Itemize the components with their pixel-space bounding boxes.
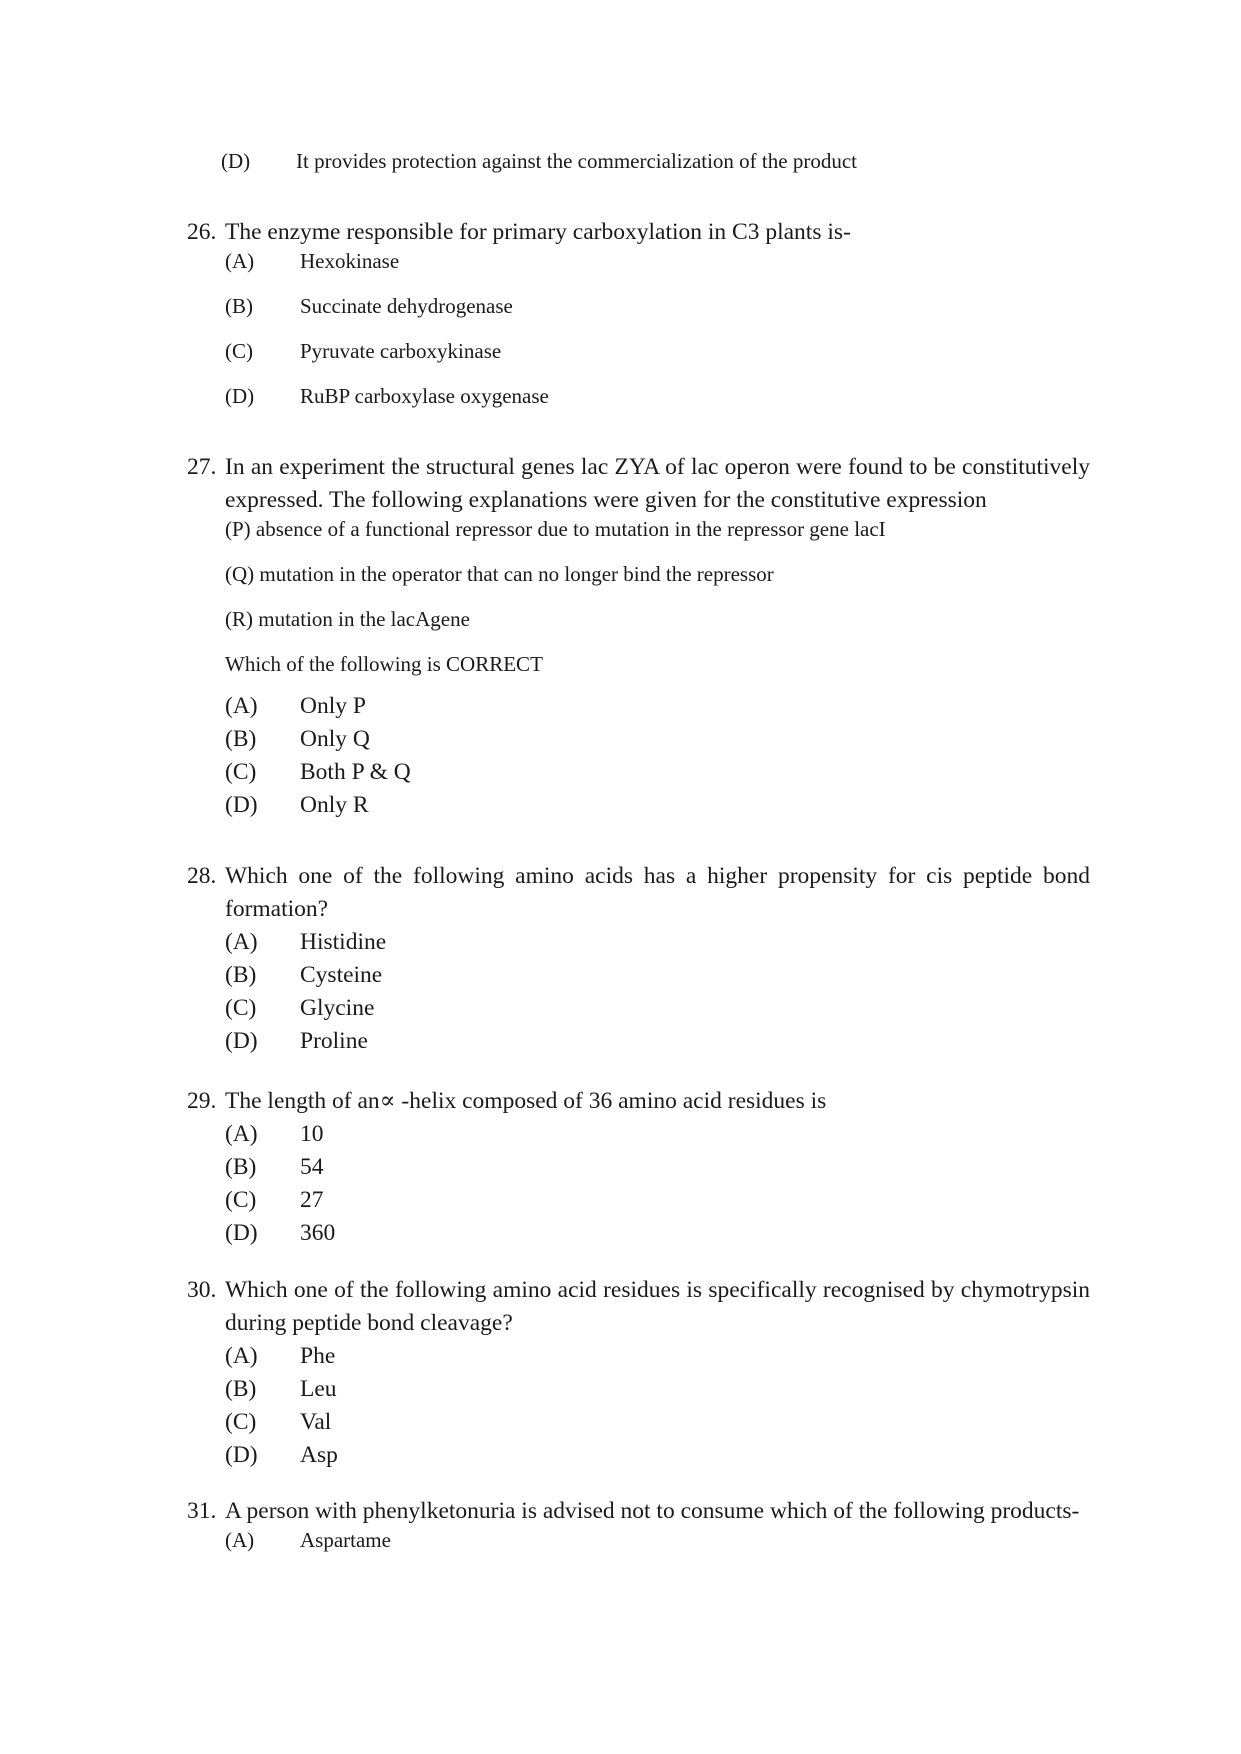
option-b [225,1373,1090,1406]
option-text: Phe [300,1343,336,1369]
option-a [225,690,1090,723]
option-label: (D) [225,1028,258,1054]
option-b [225,1151,1090,1184]
options-list [187,926,1090,1058]
question-number: 29. [187,1088,217,1114]
question-number: 27. [187,454,217,480]
option-label: (B) [225,1376,257,1402]
question-number: 28. [187,863,217,889]
question-29 [187,1085,1090,1250]
option-text: Histidine [300,929,387,955]
option-label: (B) [225,962,257,988]
option-a [225,1528,1090,1552]
option-text: Only P [300,693,366,719]
option-label: (B) [225,294,253,318]
option-label: (A) [225,1343,258,1369]
option-text: Pyruvate carboxykinase [300,339,502,363]
option-text: Cysteine [300,962,383,988]
option-b [225,294,1090,318]
question-27 [187,451,1090,822]
question-text: In an experiment the structural genes lac ZYA of lac operon were found to be constitutively expressed. The following explanations were given for the constitutive expression [225,454,1090,513]
options-list [187,1528,1090,1552]
option-d [225,789,1090,822]
option-label: (D) [225,384,255,408]
option-label: (C) [225,339,253,363]
option-text: Leu [300,1376,337,1402]
option-label: (C) [225,995,257,1021]
option-c [225,1184,1090,1217]
question-text: The enzyme responsible for primary carboxylation in C3 plants is- [225,219,851,245]
option-text: Proline [300,1028,368,1054]
option-text: 10 [300,1121,324,1147]
option-text: Only Q [300,726,370,752]
option-text: Aspartame [300,1528,391,1552]
option-a [225,1118,1090,1151]
sub-question: Which of the following is CORRECT [225,652,543,676]
option-label: (A) [225,1528,255,1552]
option-label: (D) [225,1442,258,1468]
option-a [225,926,1090,959]
options-list [187,690,1090,822]
question-number: 31. [187,1498,217,1524]
option-a [225,249,1090,273]
option-c [225,1406,1090,1439]
option-label: (B) [225,726,257,752]
option-text: Asp [300,1442,338,1468]
statement-r: (R) mutation in the lacAgene [225,607,470,631]
option-text: Both P & Q [300,759,411,785]
option-text: Hexokinase [300,249,400,273]
statement-q: (Q) mutation in the operator that can no longer bind the repressor [225,562,774,586]
option-text: 54 [300,1154,324,1180]
option-text: It provides protection against the commercialization of the product [296,149,857,173]
options-list [187,249,1090,408]
option-text: Glycine [300,995,375,1021]
option-label: (D) [225,1220,258,1246]
option-label: (C) [225,1409,257,1435]
options-list [187,1340,1090,1472]
question-text: The length of an∝ -helix composed of 36 amino acid residues is [225,1088,827,1114]
option-d [221,149,1090,173]
option-label: (D) [225,792,258,818]
question-number: 26. [187,219,217,245]
option-text: Only R [300,792,369,818]
option-label: (C) [225,759,257,785]
options-list [187,1118,1090,1250]
question-30 [187,1274,1090,1472]
option-d [225,384,1090,408]
option-c [225,756,1090,789]
question-text: Which one of the following amino acids has a higher propensity for cis peptide bond formation? [225,863,1090,922]
option-label: (D) [221,149,251,173]
option-text: Val [300,1409,332,1435]
question-26 [187,216,1090,408]
option-text: 27 [300,1187,324,1213]
question-number: 30. [187,1277,217,1303]
statement-p: (P) absence of a functional repressor due to mutation in the repressor gene lacI [225,517,886,541]
question-25-tail [187,149,1090,173]
option-d [225,1439,1090,1472]
option-label: (B) [225,1154,257,1180]
question-text: A person with phenylketonuria is advised not to consume which of the following products- [225,1498,1080,1524]
option-label: (A) [225,929,258,955]
option-d [225,1025,1090,1058]
option-text: RuBP carboxylase oxygenase [300,384,549,408]
option-c [225,992,1090,1025]
option-b [225,723,1090,756]
option-a [225,1340,1090,1373]
question-28 [187,860,1090,1058]
option-label: (A) [225,249,255,273]
option-label: (A) [225,1121,258,1147]
option-text: 360 [300,1220,336,1246]
option-label: (C) [225,1187,257,1213]
option-label: (A) [225,693,258,719]
question-31 [187,1495,1090,1552]
option-c [225,339,1090,363]
question-text: Which one of the following amino acid residues is specifically recognised by chymotrypsin during peptide bond cleavage? [225,1277,1090,1336]
option-b [225,959,1090,992]
option-d [225,1217,1090,1250]
option-text: Succinate dehydrogenase [300,294,513,318]
